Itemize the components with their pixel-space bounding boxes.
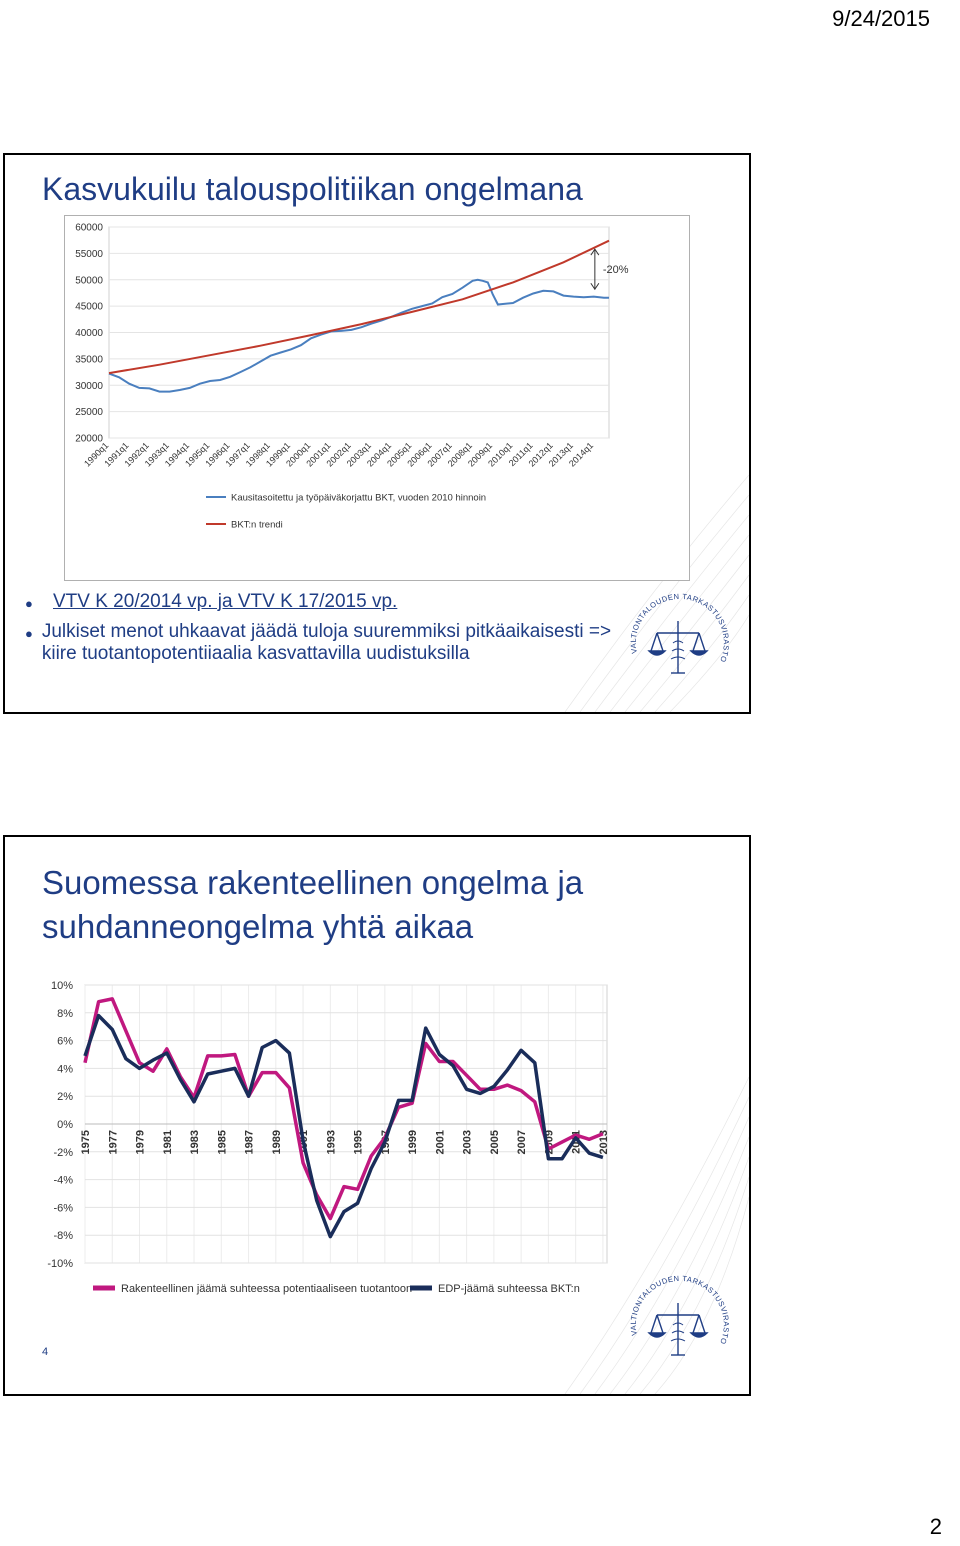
y-tick-label: -4% <box>53 1174 73 1187</box>
y-tick-label: -8% <box>53 1230 73 1243</box>
x-tick-label: 1996q1 <box>203 440 232 469</box>
x-tick-label: 1987 <box>243 1130 256 1155</box>
y-tick-label: 4% <box>57 1063 73 1076</box>
x-tick-label: 1991q1 <box>102 440 131 469</box>
bullet-dot: ● <box>25 596 33 611</box>
y-tick-label: -6% <box>53 1202 73 1215</box>
x-tick-label: 1997q1 <box>223 440 252 469</box>
y-tick-label: 2% <box>57 1091 73 1104</box>
x-tick-label: 2001 <box>434 1130 447 1155</box>
x-tick-label: 1989 <box>270 1130 283 1155</box>
x-tick-label: 2005 <box>488 1130 501 1155</box>
bullet-text: Julkiset menot uhkaavat jäädä tuloja suuremmiksi pitkäaikaisesti => kiire tuotantopotentiiaalia kasvattavilla uudistuksilla <box>41 621 612 664</box>
x-tick-label: 2010q1 <box>486 440 515 469</box>
x-tick-label: 1981 <box>161 1130 174 1155</box>
x-tick-label: 2011q1 <box>506 440 535 469</box>
svg-text:VALTIONTALOUDEN TARKASTUSVIRAS <box>629 1274 731 1346</box>
x-tick-label: 1998q1 <box>243 440 273 469</box>
bullet-item <box>25 621 645 665</box>
y-tick-label: 45000 <box>75 301 103 313</box>
x-tick-label: 1994q1 <box>162 440 192 469</box>
seal-text: VALTIONTALOUDEN TARKASTUSVIRASTO <box>628 1273 731 1346</box>
x-tick-label: 1999q1 <box>263 440 293 469</box>
series-structural-balance-line <box>85 999 603 1219</box>
x-tick-label: 1999 <box>407 1130 420 1155</box>
y-tick-label: 30000 <box>75 380 103 392</box>
y-tick-label: 40000 <box>75 328 103 339</box>
slide-2-title <box>42 861 583 949</box>
x-tick-label: 2013 <box>597 1130 610 1155</box>
x-tick-label: 1993q1 <box>142 440 172 469</box>
x-tick-label: 2006q1 <box>405 440 434 469</box>
slide-2-title-line-1: Suomessa rakenteellinen ongelma ja <box>42 864 584 901</box>
y-tick-label: 10% <box>50 980 73 992</box>
x-tick-label: 2009 <box>543 1130 556 1155</box>
x-tick-label: 2009q1 <box>465 440 495 469</box>
x-tick-label: 2001q1 <box>304 440 333 469</box>
x-tick-label: 1985 <box>216 1130 229 1155</box>
budget-balance-chart <box>35 973 615 1303</box>
x-tick-label: 2004q1 <box>364 440 394 469</box>
x-tick-label: 1992q1 <box>122 440 151 469</box>
x-tick-label: 2005q1 <box>385 440 414 469</box>
page-number: 2 <box>929 1514 942 1539</box>
y-tick-label: 20000 <box>75 433 103 445</box>
annotation-label: -20% <box>602 264 629 277</box>
header-date: 9/24/2015 <box>832 6 930 31</box>
y-tick-label: 8% <box>57 1007 73 1020</box>
bullet-item <box>25 591 645 615</box>
seal-text: VALTIONTALOUDEN TARKASTUSVIRASTO <box>628 591 731 664</box>
x-tick-label: 1977 <box>107 1130 120 1155</box>
y-tick-label: 25000 <box>75 407 103 419</box>
y-tick-label: -10% <box>47 1258 73 1270</box>
x-tick-label: 2012q1 <box>526 440 555 469</box>
x-tick-label: 1983 <box>189 1130 202 1155</box>
y-tick-label: 35000 <box>75 354 103 366</box>
x-tick-label: 2011 <box>570 1130 583 1154</box>
x-tick-label: 2014q1 <box>566 440 596 469</box>
legend-label: BKT:n trendi <box>231 519 283 531</box>
x-tick-label: 2003 <box>461 1130 474 1155</box>
x-tick-label: 2000q1 <box>284 440 313 469</box>
x-tick-label: 2008q1 <box>445 440 475 469</box>
x-tick-label: 1993 <box>325 1130 338 1155</box>
vtv-seal-logo <box>623 1273 733 1383</box>
slide-2-title-line-2: suhdanneongelma yhtä aikaa <box>42 908 474 945</box>
x-tick-label: 1991 <box>298 1130 311 1155</box>
y-tick-label: 6% <box>57 1035 73 1048</box>
series-edp-balance-line <box>85 1016 603 1237</box>
x-tick-label: 1997 <box>379 1130 392 1155</box>
y-tick-label: 60000 <box>75 222 103 234</box>
x-tick-label: 2003q1 <box>344 440 374 469</box>
x-tick-label: 2007 <box>516 1130 529 1155</box>
x-tick-label: 2002q1 <box>324 440 353 469</box>
x-tick-label: 1979 <box>134 1130 147 1155</box>
x-tick-label: 1975 <box>80 1130 92 1155</box>
slide-number: 4 <box>42 1346 49 1358</box>
x-tick-label: 2007q1 <box>425 440 454 469</box>
y-tick-label: 55000 <box>75 248 103 260</box>
x-tick-label: 1990q1 <box>82 440 111 469</box>
x-tick-label: 1995q1 <box>183 440 212 469</box>
legend-label: EDP-jäämä suhteessa BKT:n <box>438 1283 580 1295</box>
slide-1-bullets <box>25 591 645 671</box>
svg-text:VALTIONTALOUDEN TARKASTUSVIRAS <box>629 592 731 664</box>
y-tick-label: 0% <box>57 1119 73 1131</box>
slide-1 <box>3 153 751 714</box>
y-tick-label: 50000 <box>75 275 103 287</box>
bullet-dot: ● <box>25 626 33 641</box>
x-tick-label: 2013q1 <box>546 440 576 469</box>
gdp-trend-chart <box>64 215 690 581</box>
slide-2 <box>3 835 751 1396</box>
legend-label: Rakenteellinen jäämä suhteessa potentiaaliseen tuotantoon <box>121 1283 413 1295</box>
legend-label: Kausitasoitettu ja työpäiväkorjattu BKT, vuoden 2010 hinnoin <box>231 492 487 504</box>
slide-1-title: Kasvukuilu talouspolitiikan ongelmana <box>42 171 583 207</box>
y-tick-label: -2% <box>53 1146 73 1159</box>
vtv-seal-logo <box>623 591 733 701</box>
x-tick-label: 1995 <box>352 1130 365 1155</box>
bullet-text: VTV K 20/2014 vp. ja VTV K 17/2015 vp. <box>53 591 398 612</box>
